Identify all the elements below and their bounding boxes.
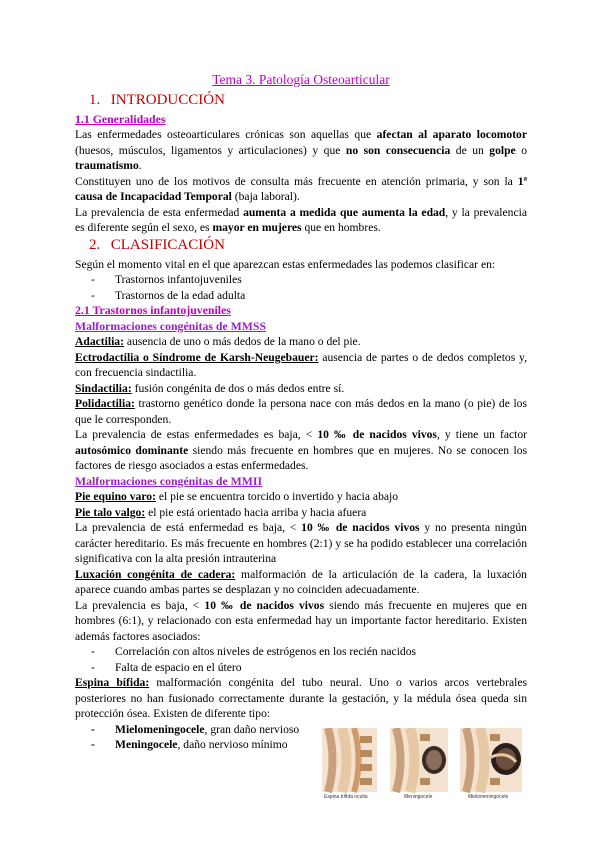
caption-mielomeningocele: Mielomeningocele xyxy=(468,794,509,800)
oculta-drawing xyxy=(322,728,377,792)
ectrodactilia-paragraph: Ectrodactilia o Síndrome de Karsh-Neugebauer: ausencia de partes o de dedos completos y, con frecuencia sindactilia. xyxy=(75,350,527,379)
intro-paragraph-3: La prevalencia de esta enfermedad aumenta a medida que aumenta la edad, y la prevalencia es diferente según el sexo, es mayor en mujeres que en hombres. xyxy=(75,205,527,234)
sindactilia-paragraph: Sindactilia: fusión congénita de dos o más dedos entre sí. xyxy=(75,381,345,395)
adactilia-paragraph: Adactilia: ausencia de uno o más dedos de la mano o del pie. xyxy=(75,335,361,348)
caption-meningocele: Meningocele xyxy=(404,794,433,800)
mmss-prevalencia-paragraph: La prevalencia de estas enfermedades es baja, < 10 ‰ de nacidos vivos, y tiene un factor autosómico dominante siendo más frecuente en hombres que en mujeres. No se conocen los factores de riesgo asociados a estas enfermedades. xyxy=(75,428,528,472)
espina-bifida-illustration xyxy=(320,728,525,804)
pie-equino-varo-paragraph: Pie equino varo: el pie se encuentra torcido o invertido y hacia abajo xyxy=(75,490,399,503)
luxacion-paragraph: Luxación congénita de cadera: malformación de la articulación de la cadera, la luxación aparece cuando ambas partes se desplazan y no coinciden adecuadamente. xyxy=(75,567,527,596)
subsection-generalidades: 1.1 Generalidades xyxy=(75,111,166,126)
polidactilia-paragraph: Polidactilia: trastorno genético donde la persona nace con más dedos en la mano (o pie) de los que le corresponden. xyxy=(75,397,527,426)
luxacion-prevalencia-paragraph: La prevalencia es baja, < 10 ‰ de nacidos vivos siendo más frecuente en mujeres que en hombres (6:1), y relacionado con esta enfermedad hay un importante factor hereditario. Existen además factores asociados: xyxy=(75,598,527,643)
list-item: - Trastornos de la edad adulta xyxy=(91,288,527,304)
pie-talo-valgo-paragraph: Pie talo valgo: el pie está orientado hacia arriba y hacia afuera xyxy=(75,505,367,519)
document-page xyxy=(75,72,527,753)
mmii-heading: Malformaciones congénitas de MMII xyxy=(75,473,263,488)
list-item: - Mielomeningocele, gran daño nervioso xyxy=(91,722,321,738)
section-introduccion-heading: 1. INTRODUCCIÓN xyxy=(89,91,225,108)
espina-bifida-paragraph: Espina bífida: malformación congénita del tubo neural. Uno o varios arcos vertebrales posteriores no han fusionado correctamente durante la gestación, y la médula ósea queda sin protección ósea. Existen de diferente tipo: xyxy=(75,676,527,720)
list-item: - Falta de espacio en el útero xyxy=(91,660,527,676)
intro-paragraph-1: Las enfermedades osteoarticulares crónicas son aquellas que afectan al aparato locomotor (huesos, músculos, ligamentos y articulaciones) y que no son consecuencia de un golpe o traumatismo. xyxy=(75,128,528,172)
subsection-infantojuveniles: 2.1 Trastornos infantojuveniles xyxy=(75,303,231,317)
factores-list xyxy=(75,644,527,675)
intro-paragraph-2: Constituyen uno de los motivos de consulta más frecuente en atención primaria, y son la 1ª causa de Incapacidad Temporal (baja laboral). xyxy=(75,174,527,203)
espina-bifida-types-list xyxy=(75,722,321,753)
clasificacion-paragraph: Según el momento vital en el que aparezcan estas enfermedades las podemos clasificar en: xyxy=(75,257,496,271)
mielomeningocele-drawing xyxy=(460,728,522,792)
list-item: - Meningocele, daño nervioso mínimo xyxy=(91,737,321,753)
mmii-prevalencia-paragraph: La prevalencia de está enfermedad es baja, < 10 ‰ de nacidos vivos y no presenta ningún carácter hereditario. Es más frecuente en hombres (2:1) y se ha podido establecer una correlación significativa con la alta presión intrauterina xyxy=(75,521,527,565)
clasificacion-list xyxy=(75,272,527,303)
meningocele-drawing xyxy=(390,728,448,792)
caption-oculta: Espina bífida oculta xyxy=(324,794,368,800)
list-item: - Correlación con altos niveles de estrógenos en los recién nacidos xyxy=(91,644,527,660)
spine-drawings xyxy=(320,728,525,794)
document-title: Tema 3. Patología Osteoarticular xyxy=(212,72,390,87)
section-clasificacion-heading: 2. CLASIFICACIÓN xyxy=(89,236,225,253)
list-item: - Trastornos infantojuveniles xyxy=(91,272,527,288)
mmss-heading: Malformaciones congénitas de MMSS xyxy=(75,318,267,333)
